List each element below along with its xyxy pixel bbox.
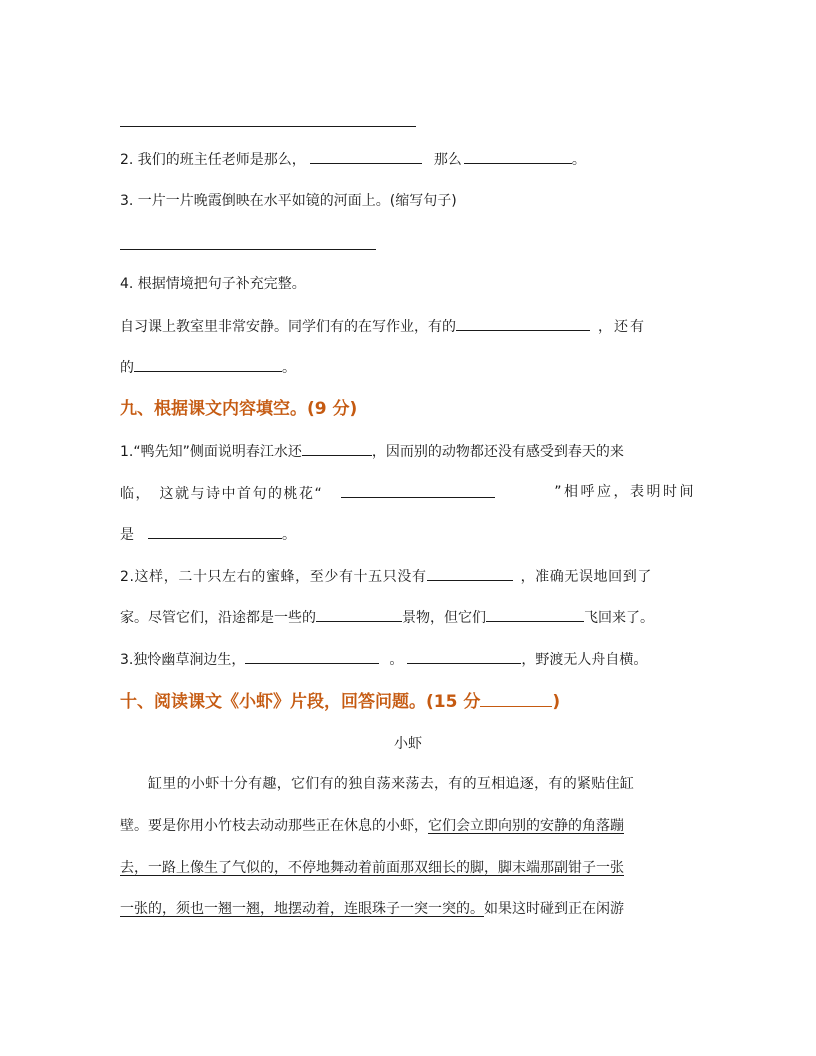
s9-q1-line-3: 是 。 [120, 523, 696, 545]
q3-answer-line[interactable] [120, 249, 376, 250]
score-blank[interactable] [480, 690, 552, 707]
section-9-heading: 九、根据课文内容填空。(9 分) [120, 399, 358, 419]
answer-line[interactable] [120, 126, 416, 127]
passage-line-2: 壁。要是你用小竹枝去动动那些正在休息的小虾，它们会立即向别的安静的角落蹦 [120, 818, 624, 834]
section-10-heading: 十、阅读课文《小虾》片段，回答问题。(15 分 ) [120, 692, 561, 712]
s9-q1-blank-1[interactable] [302, 440, 372, 456]
question-2 [120, 148, 696, 170]
q4-text: 自习课上教室里非常安静。同学们有的在写作业，有的 [120, 319, 456, 335]
s9-q2-line-1: 2.这样，二十只左右的蜜蜂，至少有十五只没有 ，准确无误地回到了 [120, 565, 696, 587]
underlined-sentence: 它们会立即向别的安静的角落蹦 [428, 818, 624, 834]
question-3 [120, 191, 696, 211]
q3-text: 3. 一片一片晚霞倒映在水平如镜的河面上。(缩写句子) [120, 193, 457, 209]
q2-text-mid: 那么 [433, 152, 462, 168]
s9-q3-blank-2[interactable] [407, 648, 521, 664]
q2-text-end: 。 [571, 152, 586, 168]
q4-text-2: ，还有 [598, 319, 646, 335]
q2-blank-2[interactable] [464, 148, 572, 164]
q2-text: 2. 我们的班主任老师是那么， [120, 152, 306, 168]
s9-q2-blank-2[interactable] [316, 606, 402, 622]
s9-q1-line-2: 临， 这就与诗中首句的桃花“ ”相呼应，表明时间 [120, 484, 696, 502]
passage-line-4: 一张的，须也一翘一翘，地摆动着，连眼珠子一突一突的。如果这时碰到正在闲游 [120, 901, 624, 917]
passage-line-1: 缸里的小虾十分有趣，它们有的独自荡来荡去，有的互相追逐，有的紧贴住缸 [148, 776, 635, 792]
q4-blank-1[interactable] [456, 315, 590, 331]
s9-q1-blank-2[interactable] [341, 482, 495, 498]
q4-text-3: 的 [120, 360, 134, 376]
question-4-title: 4. 根据情境把句子补充完整。 [120, 276, 306, 292]
q2-blank-1[interactable] [310, 148, 422, 164]
passage-line-3: 去，一路上像生了气似的，不停地舞动着前面那双细长的脚，脚末端那副钳子一张 [120, 860, 624, 876]
s9-q1-blank-3[interactable] [148, 523, 282, 539]
s9-q3-line: 3.独怜幽草涧边生， 。 ，野渡无人舟自横。 [120, 648, 696, 670]
question-4-line-1 [120, 315, 696, 337]
s9-q3-blank-1[interactable] [245, 648, 379, 664]
s9-q2-line-2: 家。尽管它们，沿途都是一些的 景物，但它们 飞回来了。 [120, 606, 696, 628]
question-4-line-2 [120, 356, 696, 378]
passage-title: 小虾 [394, 736, 422, 752]
underlined-sentence-end: 一张的，须也一翘一翘，地摆动着，连眼珠子一突一突的。 [120, 901, 484, 917]
q4-blank-2[interactable] [134, 356, 282, 372]
q4-text-4: 。 [282, 360, 296, 376]
s9-q2-blank-1[interactable] [427, 565, 513, 581]
s9-q1-line-1: 1.“鸭先知”侧面说明春江水还 ，因而别的动物都还没有感受到春天的来 [120, 440, 696, 462]
s9-q2-blank-3[interactable] [486, 606, 584, 622]
